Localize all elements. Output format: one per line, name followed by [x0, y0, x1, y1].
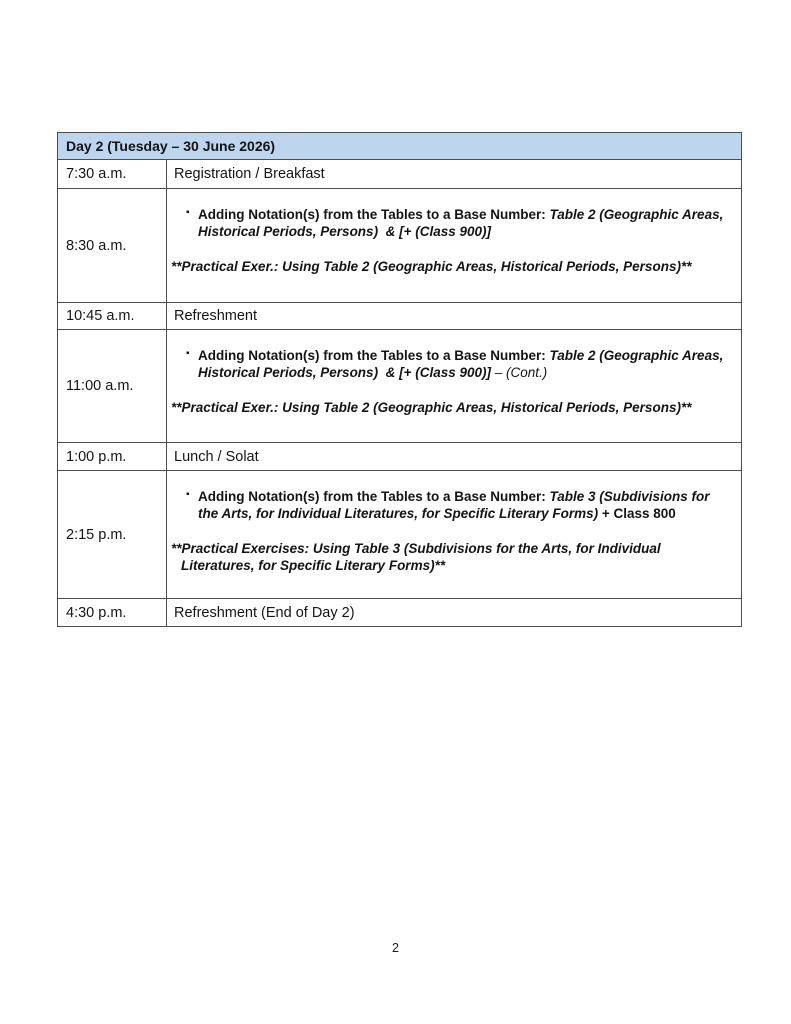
time-cell: 11:00 a.m.: [58, 330, 167, 443]
activity-cell: Registration / Breakfast: [167, 160, 742, 189]
table-row: [58, 330, 742, 443]
activity-cell: Refreshment (End of Day 2): [167, 599, 742, 627]
table-row: [58, 189, 742, 303]
bullet-text-italic: Table 2 (Geographic Areas, Historical Periods, Persons) & [+ (Class 900)]: [198, 348, 724, 381]
bullet-text-cont: – (Cont.): [490, 365, 548, 381]
activity-cell: [167, 189, 742, 303]
time-cell: 7:30 a.m.: [58, 160, 167, 189]
table-row: [58, 471, 742, 599]
table-row: [58, 160, 742, 189]
bullet-text-bold-tail: + Class 800: [601, 506, 676, 522]
bullet-item: [171, 347, 729, 382]
time-cell: 4:30 p.m.: [58, 599, 167, 627]
square-bullet-icon: ▪: [186, 207, 190, 218]
activity-cell: Refreshment: [167, 303, 742, 330]
bullet-text-italic: Table 3 (Subdivisions for the Arts, for Individual Literatures, for Specific Literary Forms): [198, 489, 710, 522]
bullet-text-lead: Adding Notation(s) from the Tables to a Base Number:: [198, 348, 550, 363]
schedule-table: [57, 132, 742, 627]
table-row: [58, 599, 742, 627]
table-row: [58, 443, 742, 471]
practical-note: **Practical Exer.: Using Table 2 (Geographic Areas, Historical Periods, Persons)**: [171, 399, 692, 415]
time-cell: 8:30 a.m.: [58, 189, 167, 303]
bullet-text-italic: Table 2 (Geographic Areas, Historical Periods, Persons) & [+ (Class 900)]: [198, 207, 724, 240]
bullet-text-lead: Adding Notation(s) from the Tables to a Base Number:: [198, 207, 550, 222]
practical-note: **Practical Exercises: Using Table 3 (Subdivisions for the Arts, for Individual Literatures, for Specific Literary Forms)**: [171, 540, 661, 574]
square-bullet-icon: ▪: [186, 489, 190, 500]
activity-cell: [167, 471, 742, 599]
bullet-text-lead: Adding Notation(s) from the Tables to a Base Number:: [198, 489, 550, 504]
time-cell: 1:00 p.m.: [58, 443, 167, 471]
bullet-item: [171, 206, 729, 241]
practical-note: **Practical Exer.: Using Table 2 (Geographic Areas, Historical Periods, Persons)**: [171, 258, 692, 274]
activity-cell: Lunch / Solat: [167, 443, 742, 471]
bullet-item: [171, 488, 729, 523]
time-cell: 10:45 a.m.: [58, 303, 167, 330]
table-title: Day 2 (Tuesday – 30 June 2026): [58, 133, 742, 160]
table-header-row: [58, 133, 742, 160]
activity-cell: [167, 330, 742, 443]
table-row: [58, 303, 742, 330]
time-cell: 2:15 p.m.: [58, 471, 167, 599]
square-bullet-icon: ▪: [186, 348, 190, 359]
page-number: 2: [392, 941, 399, 955]
